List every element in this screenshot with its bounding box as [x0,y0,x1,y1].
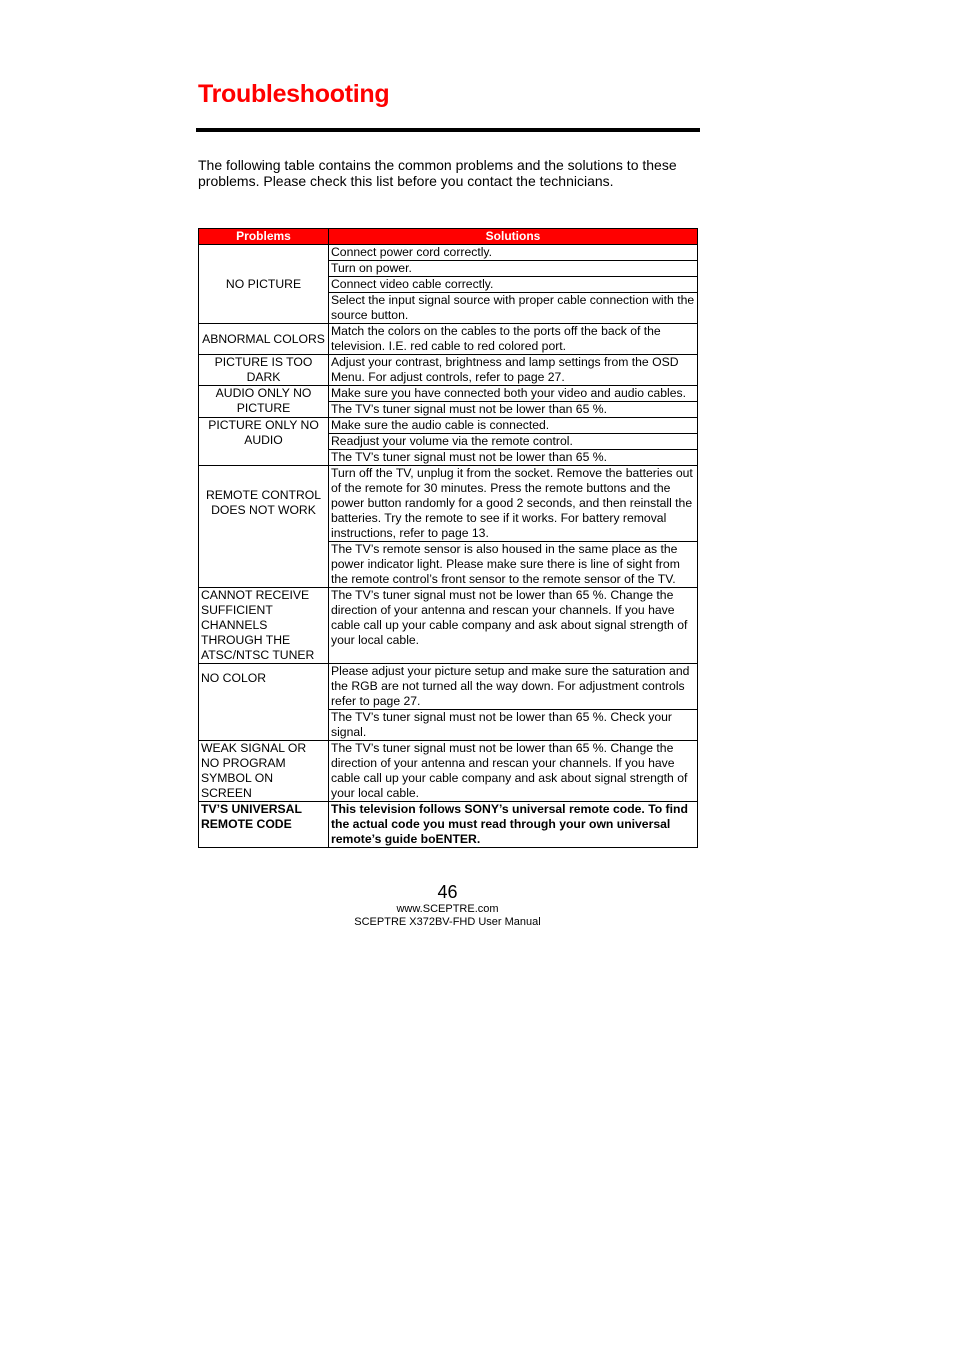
problem-cell: REMOTE CONTROL DOES NOT WORK [199,466,329,588]
header-solutions: Solutions [329,229,698,245]
problem-cell: NO COLOR [199,664,329,741]
solution-cell: Turn on power. [329,261,698,277]
solution-cell: Make sure the audio cable is connected. [329,418,698,434]
intro-paragraph: The following table contains the common problems and the solutions to these problems. Please check this list before you contact the technicians. [198,157,677,189]
table-row [199,466,698,542]
header-problems: Problems [199,229,329,245]
troubleshooting-table [198,228,698,848]
solution-cell: The TV’s remote sensor is also housed in the same place as the power indicator light. Please make sure there is line of sight from the remote control’s front sensor to the remote sensor of the TV. [329,542,698,588]
solution-cell: Adjust your contrast, brightness and lamp settings from the OSD Menu. For adjust controls, refer to page 27. [329,355,698,386]
problem-cell: ABNORMAL COLORS [199,324,329,355]
solution-cell: The TV’s tuner signal must not be lower than 65 %. Change the direction of your antenna and rescan your channels. If you have cable call up your cable company and ask about signal strength of your local cable. [329,588,698,664]
table-row [199,741,698,802]
table-row [199,386,698,402]
footer-website: www.SCEPTRE.com [396,903,499,915]
table-header-row [199,229,698,245]
table-row [199,324,698,355]
table-row [199,355,698,386]
problem-cell: PICTURE IS TOO DARK [199,355,329,386]
solution-cell: Please adjust your picture setup and make sure the saturation and the RGB are not turned all the way down. For adjustment controls refer to page 27. [329,664,698,710]
solution-cell: Make sure you have connected both your video and audio cables. [329,386,698,402]
problem-cell: PICTURE ONLY NO AUDIO [199,418,329,466]
title-divider [196,128,700,132]
solution-cell: Select the input signal source with proper cable connection with the source button. [329,293,698,324]
table-row [199,802,698,848]
solution-cell: Readjust your volume via the remote control. [329,434,698,450]
problem-cell: CANNOT RECEIVE SUFFICIENT CHANNELS THROUGH THE ATSC/NTSC TUNER [199,588,329,664]
solution-cell: Turn off the TV, unplug it from the socket. Remove the batteries out of the remote for 30 minutes. Press the remote buttons and the power button randomly for a good 2 seconds, and then reinstall the batteries. Try the remote to see if it works. For battery removal instructions, refer to page 13. [329,466,698,542]
solution-cell: Connect power cord correctly. [329,245,698,261]
table-row [199,418,698,434]
footer-manual-title: SCEPTRE X372BV-FHD User Manual [354,916,541,928]
problem-cell: NO PICTURE [199,245,329,324]
page-title: Troubleshooting [198,80,390,108]
solution-cell: The TV’s tuner signal must not be lower than 65 %. Check your signal. [329,710,698,741]
solution-cell: This television follows SONY’s universal remote code. To find the actual code you must read through your own universal remote’s guide boENTER. [329,802,698,848]
table-row [199,245,698,261]
solution-cell: Match the colors on the cables to the ports off the back of the television. I.E. red cable to red colored port. [329,324,698,355]
solution-cell: The TV’s tuner signal must not be lower than 65 %. Change the direction of your antenna and rescan your channels. If you have cable call up your cable company and ask about signal strength of your local cable. [329,741,698,802]
solution-cell: The TV’s tuner signal must not be lower than 65 %. [329,402,698,418]
problem-cell: TV’S UNIVERSAL REMOTE CODE [199,802,329,848]
page-number: 46 [437,882,458,902]
problem-cell: WEAK SIGNAL OR NO PROGRAM SYMBOL ON SCREEN [199,741,329,802]
solution-cell: The TV’s tuner signal must not be lower than 65 %. [329,450,698,466]
problem-cell: AUDIO ONLY NO PICTURE [199,386,329,418]
table-row [199,588,698,664]
table-row [199,664,698,710]
solution-cell: Connect video cable correctly. [329,277,698,293]
